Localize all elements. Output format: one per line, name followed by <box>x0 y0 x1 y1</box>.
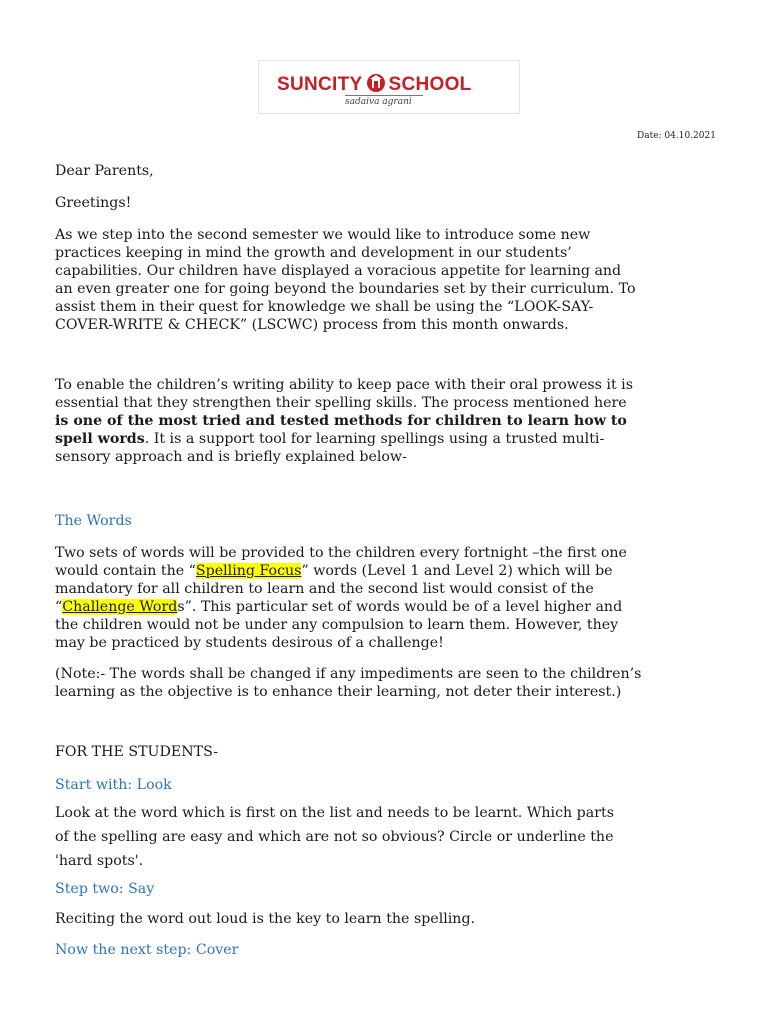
text-line: the children would not be under any compulsion to learn them. However, they <box>55 617 619 633</box>
look-heading: Start with: Look <box>55 777 172 793</box>
text-line: Look at the word which is first on the list and needs to be learnt. Which parts <box>55 805 614 821</box>
text-line <box>55 562 627 580</box>
challenge-words-highlight: Challenge Word <box>62 599 178 615</box>
text-line: learning as the objective is to enhance their learning, not deter their interest.) <box>55 684 622 700</box>
text-line: capabilities. Our children have displayed a voracious appetite for learning and <box>55 263 622 279</box>
cover-heading: Now the next step: Cover <box>55 942 239 958</box>
text-line: Two sets of words will be provided to the children every fortnight –the first one <box>55 545 627 561</box>
students-title: FOR THE STUDENTS- <box>55 744 219 760</box>
text-line: an even greater one for going beyond the boundaries set by their curriculum. To <box>55 281 636 297</box>
note-paragraph <box>55 665 641 701</box>
text-line <box>55 598 627 616</box>
logo-divider <box>345 95 423 96</box>
bold-line: is one of the most tried and tested methods for children to learn how to <box>55 413 627 429</box>
logo-left-text: SUNCITY <box>277 74 363 95</box>
words-paragraph <box>55 544 627 652</box>
text-line: As we step into the second semester we would like to introduce some new <box>55 227 591 243</box>
school-logo <box>258 60 520 114</box>
text-line: essential that they strengthen their spelling skills. The process mentioned here <box>55 395 627 411</box>
spelling-focus-highlight: Spelling Focus <box>195 563 302 579</box>
text-line: of the spelling are easy and which are not so obvious? Circle or underline the <box>55 829 614 845</box>
say-text: Reciting the word out loud is the key to learn the spelling. <box>55 911 476 927</box>
look-paragraph <box>55 801 614 873</box>
line-part: would contain the “ <box>55 563 196 579</box>
text-line: 'hard spots'. <box>55 853 144 869</box>
text-line: To enable the children’s writing ability to keep pace with their oral prowess it is <box>55 377 633 393</box>
text-line <box>55 430 633 448</box>
text-line: may be practiced by students desirous of a challenge! <box>55 635 444 651</box>
line-part: “ <box>55 599 63 615</box>
line-rest: . It is a support tool for learning spellings using a trusted multi- <box>144 431 605 447</box>
text-line: mandatory for all children to learn and the second list would consist of the <box>55 581 594 597</box>
logo-wordmark <box>277 73 472 96</box>
enable-paragraph <box>55 376 633 466</box>
line-part: ” words (Level 1 and Level 2) which will be <box>301 563 613 579</box>
school-emblem-icon <box>366 73 386 93</box>
text-line: practices keeping in mind the growth and development in our students’ <box>55 245 572 261</box>
greeting: Greetings! <box>55 195 132 211</box>
text-line: sensory approach and is briefly explained below- <box>55 449 407 465</box>
say-heading: Step two: Say <box>55 881 155 897</box>
salutation: Dear Parents, <box>55 163 154 179</box>
text-line: assist them in their quest for knowledge we shall be using the “LOOK-SAY- <box>55 299 594 315</box>
logo-right-text: SCHOOL <box>388 74 472 95</box>
line-part: s”. This particular set of words would be of a level higher and <box>177 599 623 615</box>
text-line: (Note:- The words shall be changed if any impediments are seen to the children’s <box>55 666 642 682</box>
text-line: COVER-WRITE & CHECK” (LSCWC) process from this month onwards. <box>55 317 569 333</box>
bold-phrase: spell words <box>55 431 145 447</box>
intro-paragraph <box>55 226 636 334</box>
logo-tagline: sadaiva agrani <box>345 97 412 107</box>
letter-date: Date: 04.10.2021 <box>637 131 716 141</box>
words-heading: The Words <box>55 513 132 529</box>
